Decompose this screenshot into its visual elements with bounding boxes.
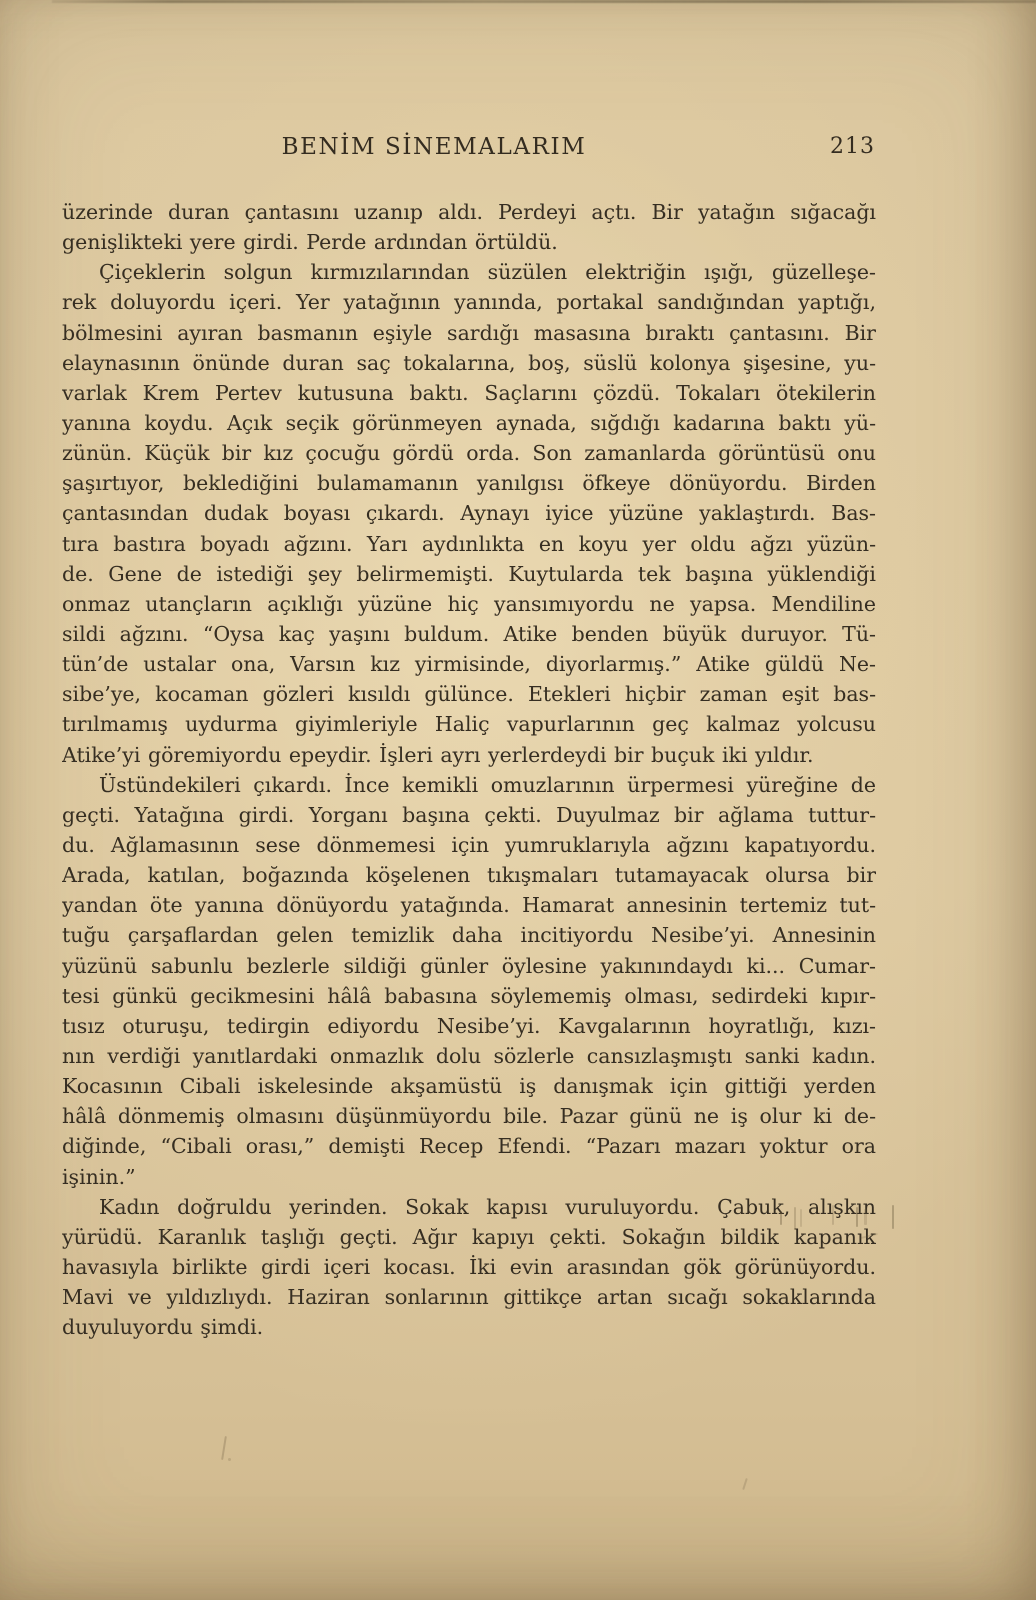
scan-speck bbox=[742, 1478, 750, 1492]
text-line: elaynasının önünde duran saç tokalarına, boş, süslü kolonya şişesine, yu- bbox=[62, 350, 876, 375]
text-line: yüzünü sabunlu bezlerle sildiği günler öylesine yakınındaydı ki... Cumar- bbox=[62, 953, 876, 978]
page-body bbox=[62, 197, 876, 1342]
text-line: tırılmamış uydurma giyimleriyle Haliç vapurlarının geç kalmaz yolcusu bbox=[62, 712, 876, 737]
text-line: sibe’ye, kocaman gözleri kısıldı gülünce. Etekleri hiçbir zaman eşit bas- bbox=[62, 682, 876, 707]
text-line: çantasından dudak boyası çıkardı. Aynayı iyice yüzüne yaklaştırdı. Bas- bbox=[62, 501, 876, 526]
text-line: Atike’yi göremiyordu epeydir. İşleri ayrı yerlerdeydi bir buçuk iki yıldır. bbox=[62, 742, 814, 767]
text-line: duyuluyordu şimdi. bbox=[62, 1315, 264, 1340]
page-number: 213 bbox=[830, 134, 875, 159]
text-line: üzerinde duran çantasını uzanıp aldı. Perdeyi açtı. Bir yatağın sığacağı bbox=[62, 200, 876, 224]
text-line: şaşırtıyor, beklediğini bulamamanın yanılgısı öfkeye dönüyordu. Birden bbox=[62, 471, 876, 496]
text-line: tün’de ustalar ona, Varsın kız yirmisinde, diyorlarmış.” Atike güldü Ne- bbox=[62, 652, 876, 677]
text-line: diğinde, “Cibali orası,” demişti Recep Efendi. “Pazarı mazarı yoktur ora bbox=[62, 1134, 876, 1159]
text-line: tesi günkü gecikmesini hâlâ babasına söylememiş olması, sedirdeki kıpır- bbox=[62, 983, 876, 1008]
page-title: BENİM SİNEMALARIM bbox=[281, 134, 587, 160]
text-line: nın verdiği yanıtlardaki onmazlık dolu sözlerle cansızlaşmıştı sanki kadın. bbox=[62, 1043, 876, 1068]
text-line: Kadın doğruldu yerinden. Sokak kapısı vuruluyordu. Çabuk, alışkın bbox=[99, 1194, 876, 1219]
text-line: hâlâ dönmemiş olmasını düşünmüyordu bile. Pazar günü ne iş olur ki de- bbox=[62, 1104, 876, 1129]
text-line: tıra bastıra boyadı ağzını. Yarı aydınlıkta en koyu yer oldu ağzı yüzün- bbox=[62, 531, 876, 556]
page-header bbox=[0, 134, 1036, 164]
text-line: zünün. Küçük bir kız çocuğu gördü orda. Son zamanlarda görüntüsü onu bbox=[62, 441, 876, 466]
text-line: genişlikteki yere girdi. Perde ardından örtüldü. bbox=[62, 230, 558, 255]
text-line: Çiçeklerin solgun kırmızılarından süzülen elektriğin ışığı, güzelleşe- bbox=[99, 260, 876, 285]
text-line: du. Ağlamasının sese dönmemesi için yumruklarıyla ağzını kapatıyordu. bbox=[62, 832, 876, 857]
text-line: Kocasının Cibali iskelesinde akşamüstü iş danışmak için gittiği yerden bbox=[62, 1074, 876, 1099]
text-line: bölmesini ayıran basmanın eşiyle sardığı masasına bıraktı çantasını. Bir bbox=[62, 320, 876, 345]
text-line: Arada, katılan, boğazında köşelenen tıkışmaları tutamayacak olursa bir bbox=[62, 863, 876, 888]
text-line: tuğu çarşaflardan gelen temizlik daha incitiyordu Nesibe’yi. Annesinin bbox=[62, 923, 876, 948]
text-line: yandan öte yanına dönüyordu yatağında. Hamarat annesinin tertemiz tut- bbox=[62, 893, 876, 918]
text-line: Üstündekileri çıkardı. İnce kemikli omuzlarının ürpermesi yüreğine de bbox=[99, 772, 876, 797]
text-line: Mavi ve yıldızlıydı. Haziran sonlarının gittikçe artan sıcağı sokaklarında bbox=[62, 1285, 876, 1310]
text-line: tısız oturuşu, tedirgin ediyordu Nesibe’yi. Kavgalarının hoyratlığı, kızı- bbox=[62, 1013, 876, 1038]
text-line: de. Gene de istediği şey belirmemişti. Kuytularda tek başına yüklendiği bbox=[62, 561, 876, 586]
scan-smudge bbox=[220, 1436, 230, 1462]
text-line: onmaz utançların açıklığı yüzüne hiç yansımıyordu ne yapsa. Mendiline bbox=[62, 591, 876, 616]
text-line: işinin.” bbox=[62, 1164, 136, 1189]
text-line: havasıyla birlikte girdi içeri kocası. İki evin arasından gök görünüyordu. bbox=[62, 1254, 876, 1279]
text-line: yanına koydu. Açık seçik görünmeyen aynada, sığdığı kadarına baktı yü- bbox=[62, 410, 876, 435]
text-line: geçti. Yatağına girdi. Yorganı başına çekti. Duyulmaz bir ağlama tuttur- bbox=[62, 802, 876, 827]
text-line: rek doluyordu içeri. Yer yatağının yanında, portakal sandığından yaptığı, bbox=[62, 290, 876, 315]
text-line: varlak Krem Pertev kutusuna baktı. Saçlarını çözdü. Tokaları ötekilerin bbox=[62, 380, 876, 405]
scan-top-edge-shadow bbox=[52, 0, 1036, 3]
text-line: yürüdü. Karanlık taşlığı geçti. Ağır kapıyı çekti. Sokağın bildik kapanık bbox=[62, 1224, 876, 1249]
text-line: sildi ağzını. “Oysa kaç yaşını buldum. Atike benden büyük duruyor. Tü- bbox=[62, 621, 876, 646]
